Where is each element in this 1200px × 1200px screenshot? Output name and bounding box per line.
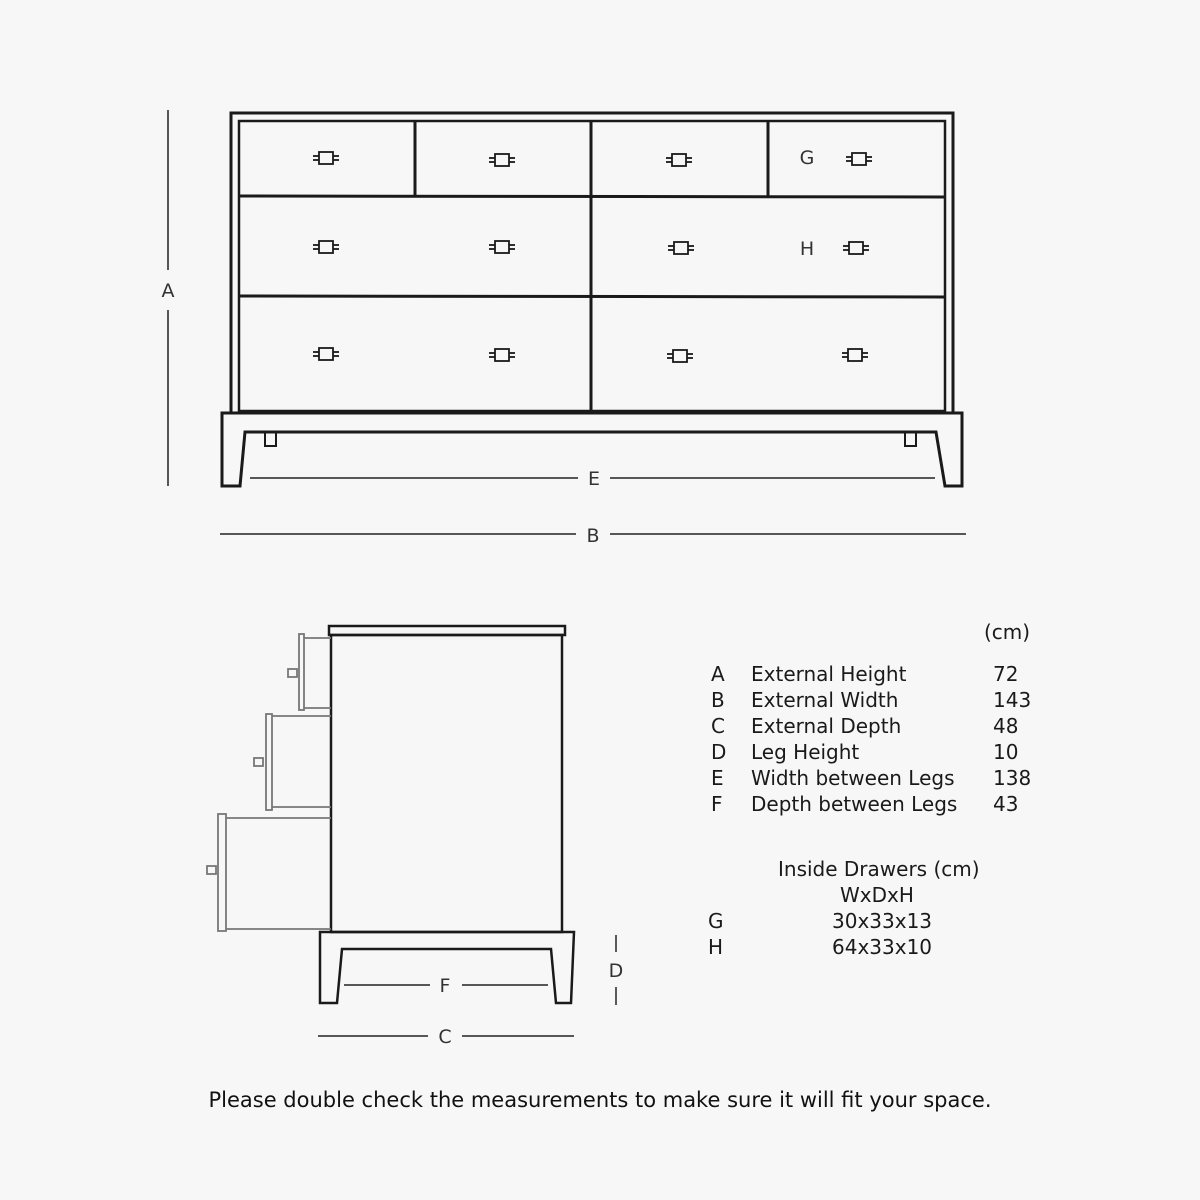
handle-icon xyxy=(313,241,339,253)
handle-icon xyxy=(668,242,694,254)
fit-note: Please double check the measurements to make sure it will fit your space. xyxy=(208,1088,992,1112)
back-leg-left xyxy=(265,432,276,446)
spec-value: 143 xyxy=(993,688,1032,712)
spec-name: External Width xyxy=(751,688,899,712)
inside-drawer-letter: G xyxy=(708,909,724,933)
handle-icon xyxy=(489,241,515,253)
handle-icon xyxy=(489,349,515,361)
front-view xyxy=(222,113,962,486)
spec-letter: D xyxy=(711,740,727,764)
spec-table xyxy=(711,661,1051,821)
spec-value: 43 xyxy=(993,792,1019,816)
spec-name: External Height xyxy=(751,662,907,686)
label-a: A xyxy=(161,280,175,302)
spec-letter: A xyxy=(711,662,725,686)
spec-name: Depth between Legs xyxy=(751,792,958,816)
spec-letter: E xyxy=(711,766,724,790)
side-body xyxy=(331,635,562,932)
back-leg-right xyxy=(905,432,916,446)
spec-name: Leg Height xyxy=(751,740,860,764)
inside-drawer-letter: H xyxy=(708,935,724,959)
spec-letter: C xyxy=(711,714,725,738)
handle-icon xyxy=(313,348,339,360)
inside-drawers-title: Inside Drawers (cm) xyxy=(778,857,980,881)
spec-value: 138 xyxy=(993,766,1032,790)
open-drawers xyxy=(207,634,331,931)
label-f: F xyxy=(439,975,451,997)
handle-icon xyxy=(489,154,515,166)
front-dimension-lines xyxy=(168,110,966,534)
handle-icon xyxy=(846,153,872,165)
handle-icon xyxy=(666,154,692,166)
inside-drawer-value: 64x33x10 xyxy=(832,935,933,959)
handle-icon xyxy=(667,350,693,362)
label-g: G xyxy=(799,147,815,169)
side-handle-icon xyxy=(207,866,216,874)
label-b: B xyxy=(586,525,600,547)
spec-letter: F xyxy=(711,792,723,816)
label-e: E xyxy=(587,468,601,490)
label-c: C xyxy=(438,1026,452,1048)
units-label: (cm) xyxy=(984,620,1031,644)
label-h: H xyxy=(799,238,815,260)
handle-icon xyxy=(313,152,339,164)
spec-name: External Depth xyxy=(751,714,902,738)
open-drawer-2 xyxy=(266,714,272,810)
side-view xyxy=(320,626,574,1003)
side-top xyxy=(329,626,565,635)
spec-letter: B xyxy=(711,688,725,712)
side-handle-icon xyxy=(288,669,297,677)
spec-value: 10 xyxy=(993,740,1019,764)
handle-icon xyxy=(842,349,868,361)
open-drawer-1 xyxy=(299,634,304,710)
spec-name: Width between Legs xyxy=(751,766,955,790)
label-d: D xyxy=(608,960,624,982)
spec-value: 72 xyxy=(993,662,1019,686)
side-handle-icon xyxy=(254,758,263,766)
open-drawer-3 xyxy=(218,814,226,931)
handle-icon xyxy=(843,242,869,254)
inside-drawers-format: WxDxH xyxy=(840,883,914,907)
inside-drawer-value: 30x33x13 xyxy=(832,909,933,933)
spec-value: 48 xyxy=(993,714,1019,738)
